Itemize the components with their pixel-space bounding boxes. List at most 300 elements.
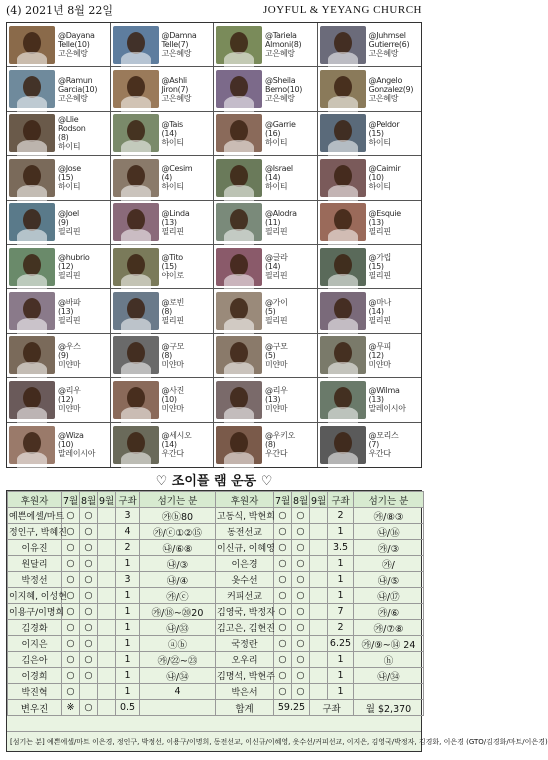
table-cell (98, 684, 116, 700)
profile-card (214, 289, 318, 333)
child-info: @리우 (12) 미얀마 (58, 386, 81, 414)
child-photo (320, 336, 366, 374)
child-photo (113, 26, 159, 64)
table-cell (98, 668, 116, 684)
child-info: @hubrio (12) 필리핀 (58, 253, 90, 281)
child-photo (216, 248, 262, 286)
child-photo (9, 292, 55, 330)
profile-card (318, 423, 422, 467)
profile-card (318, 334, 422, 378)
table-cell: ○ (274, 668, 292, 684)
table-cell (140, 700, 216, 716)
profile-card (318, 67, 422, 111)
table-row (8, 684, 424, 700)
child-info: @무피 (12) 미얀마 (368, 341, 392, 369)
table-cell: ○ (80, 588, 98, 604)
table-cell: ㉮/⑨~⑭ 24 (354, 636, 424, 652)
table-cell: 이유진 (8, 540, 62, 556)
table-cell: 오우리 (216, 652, 274, 668)
table-cell (310, 636, 328, 652)
child-photo (9, 70, 55, 108)
table-cell (98, 700, 116, 716)
table-row (8, 588, 424, 604)
table-cell: ㉯/⑤ (354, 572, 424, 588)
page-header (0, 0, 428, 20)
profile-card (318, 112, 422, 156)
table-cell: 59.25 (274, 700, 310, 716)
table-cell (310, 684, 328, 700)
child-photo (216, 26, 262, 64)
table-cell (98, 620, 116, 636)
table-row (8, 540, 424, 556)
child-info: @모리스 (7) 우간다 (368, 431, 399, 459)
table-cell: ○ (274, 540, 292, 556)
table-cell: 박정선 (8, 572, 62, 588)
child-info: @Peldor (15) 하이티 (368, 119, 400, 147)
table-cell: 3 (116, 508, 140, 524)
child-photo (216, 292, 262, 330)
child-photo (216, 381, 262, 419)
table-cell: 1 (116, 652, 140, 668)
table-cell: 예쁜에셀/마트 (8, 508, 62, 524)
profile-card (214, 23, 318, 67)
table-cell: ⓐⓑ (140, 636, 216, 652)
profile-card (7, 23, 111, 67)
table-cell: ○ (274, 572, 292, 588)
table-cell (98, 652, 116, 668)
table-cell (98, 556, 116, 572)
table-cell: 4 (116, 524, 140, 540)
table-cell: 커피선교 (216, 588, 274, 604)
table-cell: ○ (292, 588, 310, 604)
child-photo (216, 336, 262, 374)
table-cell: 2 (116, 540, 140, 556)
profile-card (214, 423, 318, 467)
child-info: @Llie Rodson (8) 하이티 (58, 115, 86, 152)
child-info: @Garrie (16) 하이티 (265, 119, 296, 147)
table-cell (310, 572, 328, 588)
profile-card (214, 245, 318, 289)
child-info: @글라 (14) 필리핀 (265, 253, 288, 281)
child-info: @Tito (15) 야이로 (161, 253, 184, 281)
table-cell: 김영국, 박정자 (216, 604, 274, 620)
table-cell: ○ (292, 572, 310, 588)
column-header: 7월 (274, 492, 292, 508)
column-header: 9월 (310, 492, 328, 508)
table-cell: ○ (62, 636, 80, 652)
table-row (8, 572, 424, 588)
child-photo (9, 203, 55, 241)
table-cell: ○ (292, 556, 310, 572)
profile-card (7, 378, 111, 422)
child-info: @로빈 (8) 필리핀 (161, 297, 185, 325)
child-photo (216, 159, 262, 197)
table-cell: ㉮ⓑ80 (140, 508, 216, 524)
table-cell: ○ (274, 508, 292, 524)
child-info: @Esquie (13) 필리핀 (368, 208, 401, 236)
table-cell: 이경희 (8, 668, 62, 684)
table-cell: 동전선교 (216, 524, 274, 540)
child-photo (320, 203, 366, 241)
table-cell: 1 (116, 556, 140, 572)
profile-card (7, 289, 111, 333)
child-info: @우키오 (8) 우간다 (265, 431, 295, 459)
table-cell: ※ (62, 700, 80, 716)
column-header: 7월 (62, 492, 80, 508)
table-cell: ○ (274, 620, 292, 636)
child-photo (216, 426, 262, 464)
table-cell: ㉮/ⓒ①②⑮ (140, 524, 216, 540)
table-cell (310, 540, 328, 556)
child-photo (113, 114, 159, 152)
child-photo (113, 381, 159, 419)
child-info: @Jose (15) 하이티 (58, 164, 81, 192)
column-header: 후원자 (216, 492, 274, 508)
table-cell: ㉯/㉞ (354, 668, 424, 684)
table-cell: ○ (80, 620, 98, 636)
table-cell: 김명석, 박현주 (216, 668, 274, 684)
table-row (8, 636, 424, 652)
table-cell: ○ (80, 508, 98, 524)
monthly-total: 월 $2,370 (354, 700, 424, 716)
total-row (8, 700, 424, 716)
table-cell: ○ (292, 684, 310, 700)
table-cell (310, 652, 328, 668)
child-info: @Tais (14) 하이티 (161, 119, 184, 147)
profile-card (111, 156, 215, 200)
table-cell (98, 524, 116, 540)
table-cell: 박진혁 (8, 684, 62, 700)
child-info: @Tariela Almoni(8) 고은혜랑 (265, 31, 302, 59)
child-info: @Ashli Jiron(7) 고은혜랑 (161, 75, 192, 103)
table-cell: 이은경 (216, 556, 274, 572)
table-cell: 3.5 (328, 540, 354, 556)
table-cell: ○ (80, 652, 98, 668)
child-info: @Angelo Gonzalez(9) 고은혜랑 (368, 75, 414, 103)
profile-card (111, 289, 215, 333)
child-info: @세시오 (14) 우간다 (161, 431, 192, 459)
child-photo (216, 70, 262, 108)
child-photo (320, 426, 366, 464)
table-cell: 구좌 (310, 700, 354, 716)
table-cell: ○ (62, 588, 80, 604)
profile-card (214, 112, 318, 156)
table-cell: 4 (140, 684, 216, 700)
table-cell: ㉮/ⓒ (140, 588, 216, 604)
child-photo (320, 381, 366, 419)
table-row (8, 508, 424, 524)
profile-card (7, 201, 111, 245)
table-cell: ㉯/㉞ (140, 668, 216, 684)
child-photo (320, 26, 366, 64)
table-cell: 6.25 (328, 636, 354, 652)
table-cell: ㉮/⑱~⑳20 (140, 604, 216, 620)
table-cell: 변우진 (8, 700, 62, 716)
profile-card (111, 112, 215, 156)
profile-card (318, 245, 422, 289)
profile-card (318, 378, 422, 422)
table-cell: ○ (80, 668, 98, 684)
child-info: @Sheila Bemo(10) 고은혜랑 (265, 75, 303, 103)
column-header: 섬기는 분 (354, 492, 424, 508)
child-info: @Damna Telle(7) 고은혜랑 (161, 31, 197, 59)
profile-card (214, 378, 318, 422)
table-cell (98, 636, 116, 652)
table-cell: ○ (292, 604, 310, 620)
child-info: @Ramun Garcia(10) 고은혜랑 (58, 75, 98, 103)
table-cell: 원달리 (8, 556, 62, 572)
child-info: @사진 (10) 미얀마 (161, 386, 185, 414)
profile-card (7, 245, 111, 289)
column-header: 구좌 (328, 492, 354, 508)
table-cell (310, 588, 328, 604)
table-cell: 옷수선 (216, 572, 274, 588)
child-info: @바파 (13) 필리핀 (58, 297, 81, 325)
table-cell: ㉯/⑰ (354, 588, 424, 604)
profile-card (214, 201, 318, 245)
profile-card (111, 423, 215, 467)
table-cell (98, 588, 116, 604)
table-cell (310, 524, 328, 540)
child-photo (9, 248, 55, 286)
table-cell: ㉮/㉒~㉓ (140, 652, 216, 668)
table-cell: 1 (116, 588, 140, 604)
profile-card (214, 334, 318, 378)
table-cell: 3 (116, 572, 140, 588)
profile-card (214, 67, 318, 111)
child-info: @Israel (14) 하이티 (265, 164, 293, 192)
table-cell: ○ (80, 524, 98, 540)
column-header: 섬기는 분 (140, 492, 216, 508)
profile-card (111, 334, 215, 378)
child-photo (9, 159, 55, 197)
table-cell: ㉯/③ (140, 556, 216, 572)
table-cell (98, 572, 116, 588)
profile-card (7, 112, 111, 156)
table-cell: ○ (274, 556, 292, 572)
table-cell: 국정란 (216, 636, 274, 652)
table-cell (310, 620, 328, 636)
table-cell: ○ (274, 636, 292, 652)
table-cell: 이지혜, 이성현 (8, 588, 62, 604)
table-cell: 2 (328, 508, 354, 524)
table-cell (310, 556, 328, 572)
profile-card (7, 156, 111, 200)
table-cell: 7 (328, 604, 354, 620)
table-cell: ○ (80, 556, 98, 572)
profile-card (111, 245, 215, 289)
table-cell: 1 (328, 652, 354, 668)
table-cell: ○ (292, 652, 310, 668)
table-cell: ○ (292, 524, 310, 540)
table-cell: ○ (274, 684, 292, 700)
table-cell: 1 (116, 684, 140, 700)
child-info: @리우 (13) 미얀마 (265, 386, 288, 414)
table-cell: ○ (292, 668, 310, 684)
child-photo (113, 70, 159, 108)
table-cell (310, 604, 328, 620)
table-cell: ○ (80, 540, 98, 556)
table-cell: 0.5 (116, 700, 140, 716)
table-cell: 1 (328, 684, 354, 700)
profile-card (318, 23, 422, 67)
table-cell: ○ (62, 620, 80, 636)
table-cell (80, 684, 98, 700)
child-photo (113, 336, 159, 374)
table-cell: ○ (62, 556, 80, 572)
table-cell: 1 (328, 572, 354, 588)
table-cell: 고동식, 박현희 (216, 508, 274, 524)
table-cell: 1 (328, 524, 354, 540)
child-info: @우스 (9) 미얀마 (58, 341, 81, 369)
child-photo (9, 426, 55, 464)
table-cell (310, 508, 328, 524)
table-cell: ○ (274, 652, 292, 668)
profile-card (214, 156, 318, 200)
table-cell: 1 (328, 668, 354, 684)
profile-card (7, 67, 111, 111)
table-cell: 김경화 (8, 620, 62, 636)
child-info: @Cesim (4) 하이티 (161, 164, 193, 192)
child-photo (113, 159, 159, 197)
child-info: @Caimir (10) 하이티 (368, 164, 401, 192)
column-header: 8월 (80, 492, 98, 508)
table-cell: ㉮/⑧③ (354, 508, 424, 524)
child-photo (113, 426, 159, 464)
table-cell: ○ (80, 604, 98, 620)
child-photo (113, 248, 159, 286)
child-photo (113, 292, 159, 330)
table-cell (354, 684, 424, 700)
table-cell: ㉮/ (354, 556, 424, 572)
table-cell: 이신규, 이혜영 (216, 540, 274, 556)
table-cell: ㉯/⑥⑧ (140, 540, 216, 556)
table-cell: 2 (328, 620, 354, 636)
table-cell: ○ (274, 524, 292, 540)
profile-card (111, 67, 215, 111)
table-cell: ○ (274, 588, 292, 604)
table-cell: ㉮/③ (354, 540, 424, 556)
child-photo (216, 203, 262, 241)
child-photo (320, 248, 366, 286)
profile-card (111, 201, 215, 245)
child-info: @Linda (13) 필리핀 (161, 208, 190, 236)
table-cell: ○ (62, 572, 80, 588)
child-info: @Juhmsel Gutierre(6) 고은혜랑 (368, 31, 410, 59)
table-cell (98, 604, 116, 620)
table-cell: ○ (62, 524, 80, 540)
table-cell: ○ (80, 636, 98, 652)
table-body (8, 508, 424, 716)
table-header-row (8, 492, 424, 508)
table-cell: 이지은 (8, 636, 62, 652)
table-cell: ○ (80, 700, 98, 716)
sponsored-children-grid (6, 22, 422, 468)
table-row (8, 604, 424, 620)
table-cell: 이용구/이명희 (8, 604, 62, 620)
column-header: 후원자 (8, 492, 62, 508)
table-cell: 1 (328, 588, 354, 604)
child-photo (113, 203, 159, 241)
table-cell: ○ (292, 620, 310, 636)
table-cell: 김고은, 김현진 (216, 620, 274, 636)
child-info: @가이 (5) 필리핀 (265, 297, 288, 325)
profile-card (318, 201, 422, 245)
child-info: @Alodra (11) 필리핀 (265, 208, 297, 236)
profile-card (7, 334, 111, 378)
table-cell: ○ (80, 572, 98, 588)
table-cell: ○ (292, 508, 310, 524)
table-cell: ○ (62, 604, 80, 620)
table-cell: 1 (116, 604, 140, 620)
table-cell: 김은아 (8, 652, 62, 668)
table-cell: ⓗ (354, 652, 424, 668)
table-row (8, 652, 424, 668)
table-cell: 1 (328, 556, 354, 572)
child-info: @Wilma (13) 말레이시아 (368, 386, 406, 414)
table-cell: ㉯/④ (140, 572, 216, 588)
table-cell: 박은서 (216, 684, 274, 700)
church-name: JOYFUL & YEYANG CHURCH (262, 4, 422, 16)
profile-card (7, 423, 111, 467)
column-header: 8월 (292, 492, 310, 508)
section-title: ♡ 조이플 램 운동 ♡ (155, 474, 273, 489)
table-cell: 정인구, 박혜진 (8, 524, 62, 540)
child-photo (9, 114, 55, 152)
footer-note: [섬기는 분] 예쁜에셀/마트 이은경, 정인구, 박정선, 이용구/이명희, 동전선교, 이신규/이혜영, 옷수선/커피선교, 이지은, 김영국/박정자, 김경화, 이은경 (GTO/김경화/마트/이은경) (7, 731, 421, 751)
sponsor-table-box (6, 490, 548, 752)
child-photo (9, 336, 55, 374)
table-cell: ○ (274, 604, 292, 620)
table-cell: ○ (62, 684, 80, 700)
table-cell: ○ (292, 540, 310, 556)
sponsor-table (7, 491, 424, 716)
child-photo (9, 381, 55, 419)
profile-card (111, 23, 215, 67)
child-photo (9, 26, 55, 64)
table-cell (98, 508, 116, 524)
table-row (8, 524, 424, 540)
table-cell: ㉯/㉝ (140, 620, 216, 636)
child-info: @Dayana Telle(10) 고은혜랑 (58, 31, 95, 59)
table-cell: 1 (116, 668, 140, 684)
child-info: @Joel (9) 필리핀 (58, 208, 81, 236)
table-cell (310, 668, 328, 684)
table-row (8, 620, 424, 636)
column-header: 9월 (98, 492, 116, 508)
table-cell: ○ (62, 652, 80, 668)
table-cell: ㉮/⑦⑧ (354, 620, 424, 636)
child-info: @Wiza (10) 말레이시아 (58, 431, 96, 459)
child-info: @구모 (5) 미얀마 (265, 341, 288, 369)
child-info: @마나 (14) 필리핀 (368, 297, 392, 325)
child-info: @가립 (15) 필리핀 (368, 253, 392, 281)
table-cell: ㉯/⑯ (354, 524, 424, 540)
table-cell: ○ (62, 508, 80, 524)
table-row (8, 668, 424, 684)
issue-date: (4) 2021년 8월 22일 (6, 4, 113, 17)
child-photo (320, 70, 366, 108)
child-photo (320, 159, 366, 197)
table-cell: ○ (62, 668, 80, 684)
profile-card (318, 289, 422, 333)
child-info: @구모 (8) 미얀마 (161, 341, 185, 369)
table-cell: ○ (292, 636, 310, 652)
column-header: 구좌 (116, 492, 140, 508)
profile-card (111, 378, 215, 422)
total-label: 합계 (216, 700, 274, 716)
table-cell (98, 540, 116, 556)
